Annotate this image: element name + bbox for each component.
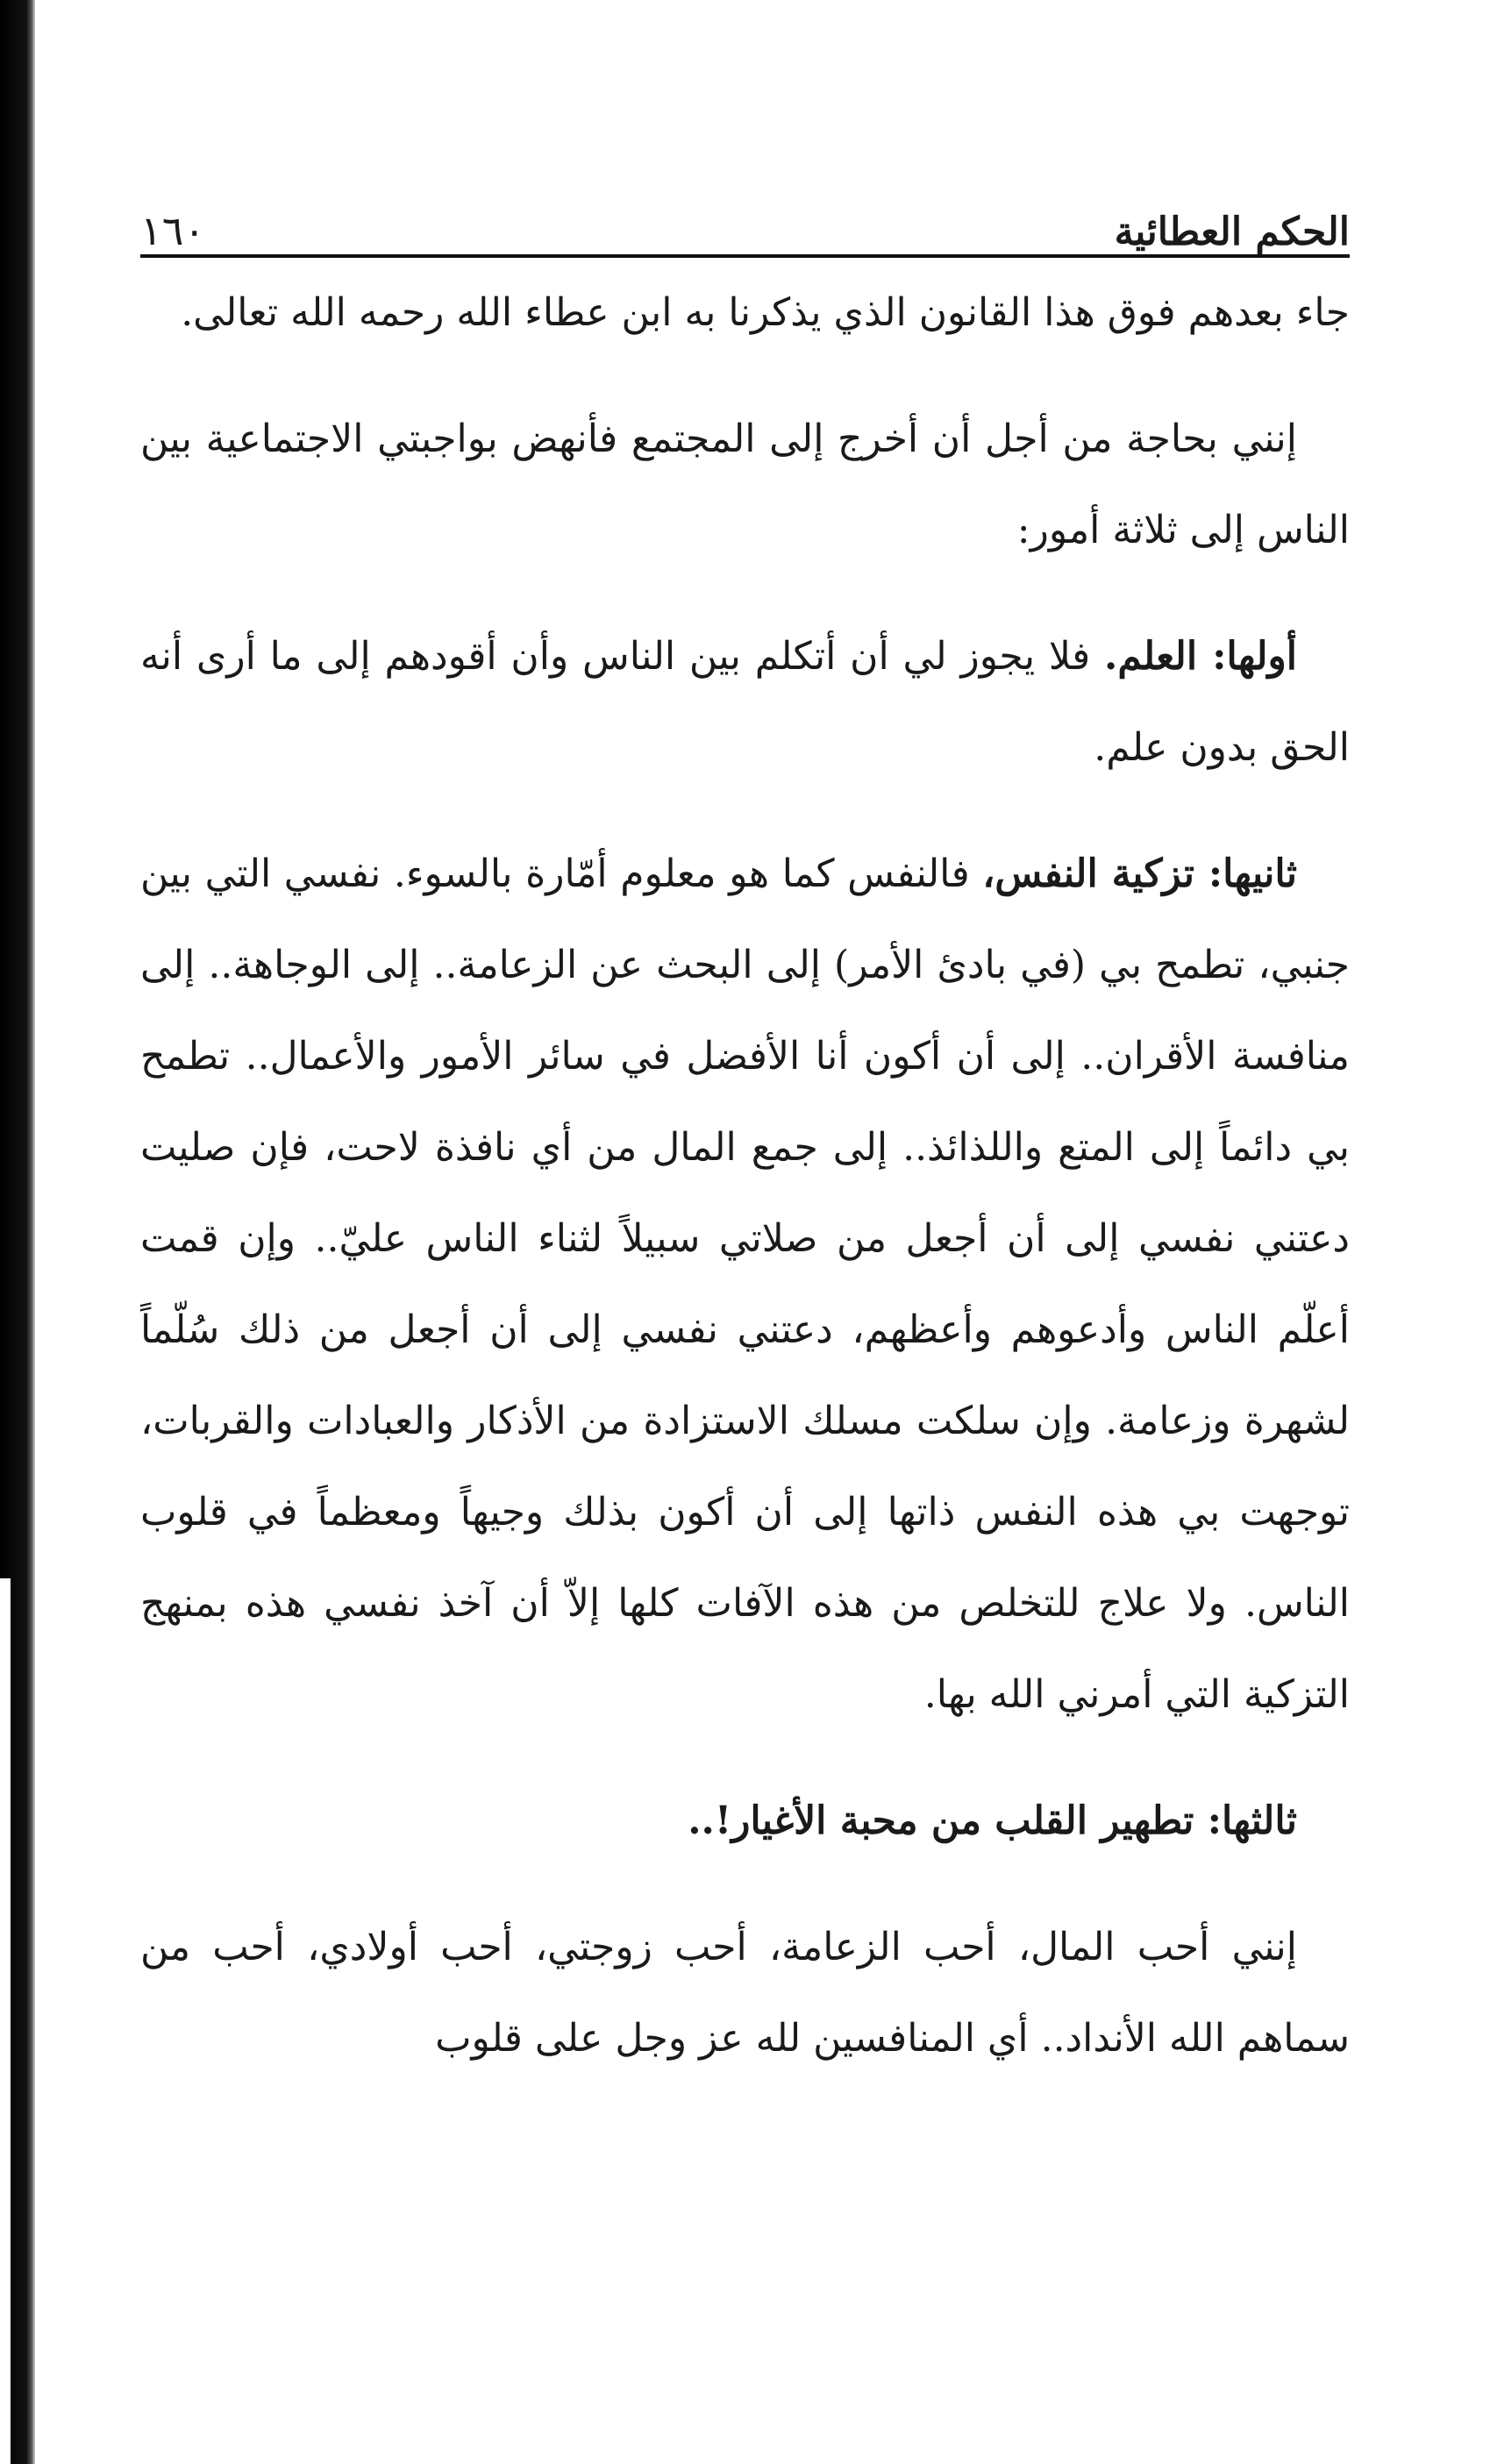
- paragraph-intro: جاء بعدهم فوق هذا القانون الذي يذكرنا به ابن عطاء الله رحمه الله تعالى.: [181, 290, 1350, 335]
- paragraph-third-heart: [140, 1776, 1350, 1867]
- header-rule: [140, 254, 1350, 258]
- page-number: ١٦٠: [140, 207, 206, 254]
- paragraph-first-knowledge: أولها: العلم. فلا يجوز لي أن أتكلم بين الناس وأن أقودهم إلى ما أرى أنه الحق بدون علم.: [140, 634, 1350, 770]
- lead-heading: ثالثها: تطهير القلب من محبة الأغيار!..: [688, 1798, 1297, 1843]
- lead-heading: أولها: العلم.: [1104, 634, 1298, 679]
- paragraph-needs: إنني بحاجة من أجل أن أخرج إلى المجتمع فأنهض بواجبتي الاجتماعية بين الناس إلى ثلاثة أمور:: [140, 417, 1350, 552]
- paragraph-love: إنني أحب المال، أحب الزعامة، أحب زوجتي، أحب أولادي، أحب من سماهم الله الأنداد.. أي المنافسين لله عز وجل على قلوب: [140, 1925, 1350, 2061]
- lead-heading: ثانيها: تزكية النفس،: [982, 851, 1297, 896]
- page-header: [140, 175, 1350, 254]
- paragraph-second-purification: ثانيها: تزكية النفس، فالنفس كما هو معلوم أمّارة بالسوء. نفسي التي بين جنبي، تطمح بي (في بادئ الأمر) إلى البحث عن الزعامة.. إلى الوجاهة.. إلى منافسة الأقران.. إلى أن أكون أنا الأفضل في سائر الأمور والأعمال.. تطمح بي دائماً إلى المتع واللذائذ.. إلى جمع المال من أي نافذة لاحت، فإن صليت دعتني نفسي إلى أن أجعل من صلاتي سبيلاً لثناء الناس عليّ.. وإن قمت أعلّم الناس وأدعوهم وأعظهم، دعتني نفسي إلى أن أجعل من ذلك سُلّماً لشهرة وزعامة. وإن سلكت مسلك الاستزادة من الأذكار والعبادات والقربات، توجهت بي هذه النفس ذاتها إلى أن أكون بذلك وجيهاً ومعظماً في قلوب الناس. ولا علاج للتخلص من هذه الآفات كلها إلاّ أن آخذ نفسي هذه بمنهج التزكية التي أمرني الله بها.: [140, 851, 1350, 1717]
- scan-margin: [0, 1578, 11, 2464]
- page-body: [140, 267, 1350, 2240]
- running-title: الحكم العطائية: [1114, 210, 1350, 254]
